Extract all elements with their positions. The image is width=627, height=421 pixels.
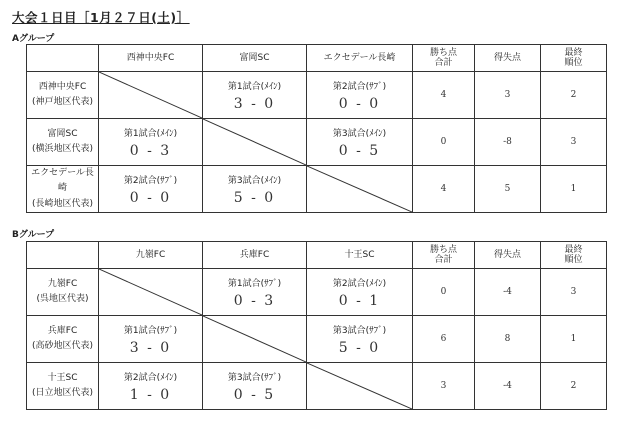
match-label: 第3試合(ﾒｲﾝ): [332, 129, 387, 139]
match-label: 第2試合(ﾒｲﾝ): [332, 279, 387, 289]
match-score: 3 - 0: [129, 340, 172, 356]
table-row: [27, 119, 607, 166]
match-label: 第2試合(ｻﾌﾞ): [332, 82, 387, 92]
rank-cell: 2: [541, 363, 607, 410]
group-b-table: [26, 241, 607, 410]
team-name: 西神中央FC: [38, 81, 87, 92]
points-cell: 6: [413, 316, 475, 363]
match-label: 第2試合(ﾒｲﾝ): [123, 373, 178, 383]
match-score: 5 - 0: [338, 340, 381, 356]
match-label: 第1試合(ﾒｲﾝ): [227, 82, 282, 92]
match-cell: [203, 166, 307, 213]
table-row: [27, 269, 607, 316]
column-header-team: 兵庫FC: [203, 242, 307, 269]
goal-diff-header: 得失点: [475, 45, 541, 72]
rank-header: 最終 順位: [541, 242, 607, 269]
team-region: (長崎地区代表): [31, 198, 94, 209]
group-b-label: Bグループ: [12, 230, 55, 240]
goal-diff-cell: -8: [475, 119, 541, 166]
team-region: (神戸地区代表): [31, 97, 94, 107]
table-row: [27, 166, 607, 213]
page-title: 大会１日目［1月２７日(土)］: [12, 10, 190, 25]
diagonal-self-cell: [307, 166, 413, 213]
diagonal-self-cell: [307, 363, 413, 410]
points-cell: 4: [413, 166, 475, 213]
header-row: [27, 242, 607, 269]
match-cell: [307, 269, 413, 316]
match-score: 0 - 3: [129, 143, 172, 159]
points-cell: 4: [413, 72, 475, 119]
match-cell: [203, 72, 307, 119]
rank-cell: 3: [541, 119, 607, 166]
team-region: (日立地区代表): [31, 388, 94, 398]
column-header-team: エクセデール長崎: [307, 45, 413, 72]
diagonal-self-cell: [99, 269, 203, 316]
diagonal-self-cell: [203, 119, 307, 166]
match-label: 第1試合(ﾒｲﾝ): [123, 129, 178, 139]
match-cell: [307, 316, 413, 363]
team-name: 十王SC: [47, 372, 78, 383]
match-label: 第3試合(ｻﾌﾞ): [227, 373, 282, 383]
match-score: 3 - 0: [233, 96, 276, 112]
row-team-cell: [27, 72, 99, 119]
team-region: (呉地区代表): [36, 294, 89, 304]
match-score: 5 - 0: [233, 190, 276, 206]
goal-diff-cell: -4: [475, 363, 541, 410]
column-header-team: 西神中央FC: [99, 45, 203, 72]
points-cell: 0: [413, 119, 475, 166]
goal-diff-cell: 5: [475, 166, 541, 213]
group-a-label: Aグループ: [12, 34, 55, 44]
goal-diff-cell: -4: [475, 269, 541, 316]
match-score: 0 - 3: [233, 293, 276, 309]
match-cell: [99, 316, 203, 363]
corner-cell: [27, 45, 99, 72]
team-name: エクセデール長崎: [31, 168, 94, 194]
points-cell: 3: [413, 363, 475, 410]
column-header-team: 富岡SC: [203, 45, 307, 72]
row-team-cell: [27, 316, 99, 363]
match-cell: [99, 119, 203, 166]
match-score: 0 - 0: [129, 190, 172, 206]
corner-cell: [27, 242, 99, 269]
match-score: 0 - 0: [338, 96, 381, 112]
match-label: 第1試合(ｻﾌﾞ): [227, 279, 282, 289]
match-score: 0 - 1: [338, 293, 381, 309]
goal-diff-cell: 8: [475, 316, 541, 363]
match-score: 0 - 5: [338, 143, 381, 159]
table-row: [27, 72, 607, 119]
points-cell: 0: [413, 269, 475, 316]
table-row: [27, 363, 607, 410]
rank-header: 最終 順位: [541, 45, 607, 72]
table-row: [27, 316, 607, 363]
goal-diff-header: 得失点: [475, 242, 541, 269]
row-team-cell: [27, 166, 99, 213]
group-a-table: [26, 44, 607, 213]
match-label: 第1試合(ｻﾌﾞ): [123, 326, 178, 336]
points-header: 勝ち点 合計: [413, 45, 475, 72]
points-header: 勝ち点 合計: [413, 242, 475, 269]
match-label: 第2試合(ｻﾌﾞ): [123, 176, 178, 186]
column-header-team: 九嶺FC: [99, 242, 203, 269]
match-score: 0 - 5: [233, 387, 276, 403]
column-header-team: 十王SC: [307, 242, 413, 269]
team-name: 九嶺FC: [47, 278, 78, 289]
row-team-cell: [27, 269, 99, 316]
rank-cell: 2: [541, 72, 607, 119]
row-team-cell: [27, 119, 99, 166]
rank-cell: 3: [541, 269, 607, 316]
diagonal-self-cell: [99, 72, 203, 119]
match-cell: [99, 363, 203, 410]
row-team-cell: [27, 363, 99, 410]
match-cell: [307, 119, 413, 166]
match-label: 第3試合(ﾒｲﾝ): [227, 176, 282, 186]
match-cell: [307, 72, 413, 119]
team-region: (高砂地区代表): [31, 341, 94, 351]
team-name: 富岡SC: [47, 128, 78, 139]
goal-diff-cell: 3: [475, 72, 541, 119]
rank-cell: 1: [541, 316, 607, 363]
header-row: [27, 45, 607, 72]
team-region: (横浜地区代表): [31, 144, 94, 154]
match-cell: [203, 363, 307, 410]
match-label: 第3試合(ｻﾌﾞ): [332, 326, 387, 336]
diagonal-self-cell: [203, 316, 307, 363]
rank-cell: 1: [541, 166, 607, 213]
match-cell: [203, 269, 307, 316]
team-name: 兵庫FC: [47, 325, 78, 336]
match-cell: [99, 166, 203, 213]
match-score: 1 - 0: [129, 387, 172, 403]
